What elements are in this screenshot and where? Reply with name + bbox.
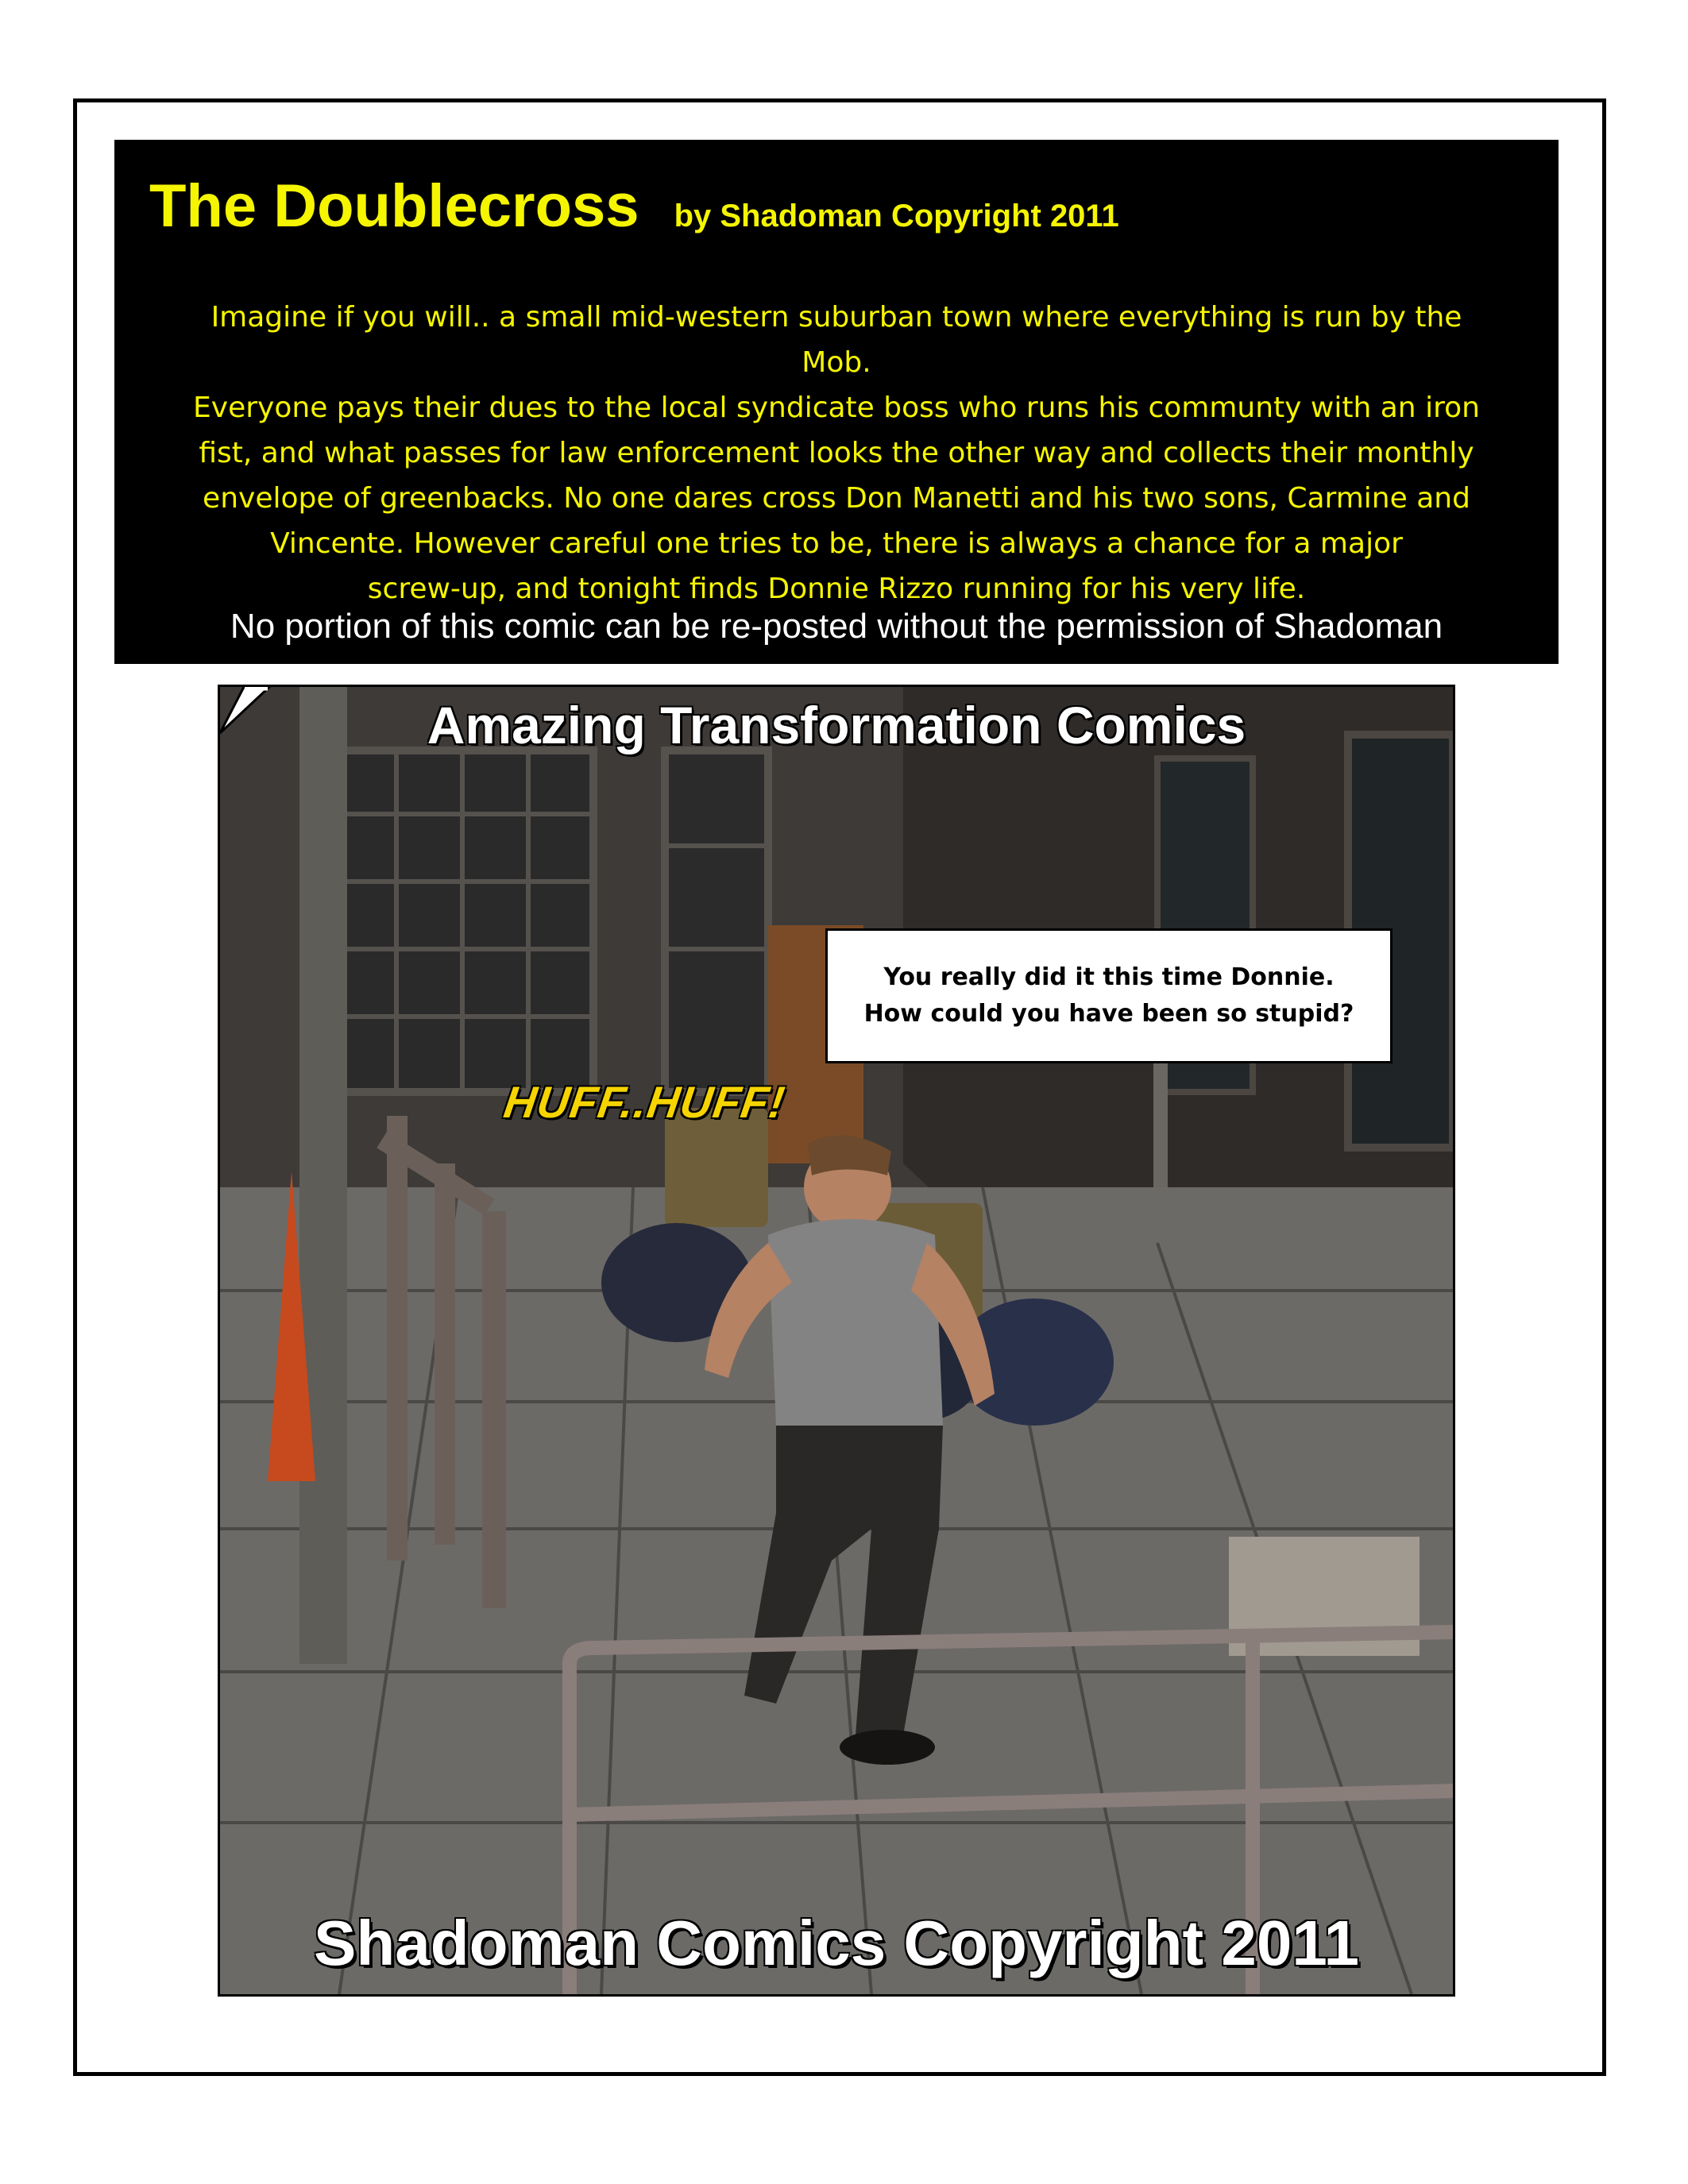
alley-scene — [220, 687, 1453, 1994]
building-window — [331, 751, 593, 1092]
intro-line: Mob. — [802, 346, 871, 379]
lamp-post — [299, 687, 347, 1664]
comic-panel — [218, 685, 1455, 1997]
intro-line: fist, and what passes for law enforcement looks the other way and collects their monthly — [199, 437, 1474, 469]
speech-bubble-tail — [220, 687, 284, 735]
speech-line: You really did it this time Donnie. — [883, 963, 1335, 991]
comic-title: The Doublecross — [149, 172, 639, 240]
speech-line: How could you have been so stupid? — [863, 1000, 1354, 1028]
intro-line: envelope of greenbacks. No one dares cross Don Manetti and his two sons, Carmine and — [203, 482, 1470, 515]
byline: by Shadoman Copyright 2011 — [674, 199, 1119, 233]
copyright-notice: No portion of this comic can be re-posted without the permission of Shadoman — [230, 607, 1443, 646]
intro-line: Imagine if you will.. a small mid-western suburban town where everything is run by the — [211, 301, 1462, 334]
speech-bubble — [825, 928, 1393, 1063]
panel-footer: Shadoman Comics Copyright 2011 — [314, 1908, 1359, 1978]
title-row — [149, 172, 1119, 241]
building-window — [665, 751, 768, 1092]
title-box — [114, 140, 1559, 664]
intro-text — [146, 295, 1527, 612]
intro-line: Everyone pays their dues to the local syndicate boss who runs his communty with an iron — [193, 392, 1480, 424]
intro-line: screw-up, and tonight finds Donnie Rizzo running for his very life. — [367, 573, 1306, 605]
intro-line: Vincente. However careful one tries to be, there is always a chance for a major — [270, 527, 1403, 560]
panel-title: Amazing Transformation Comics — [427, 696, 1246, 754]
sound-effect: HUFF..HUFF! — [500, 1077, 789, 1127]
